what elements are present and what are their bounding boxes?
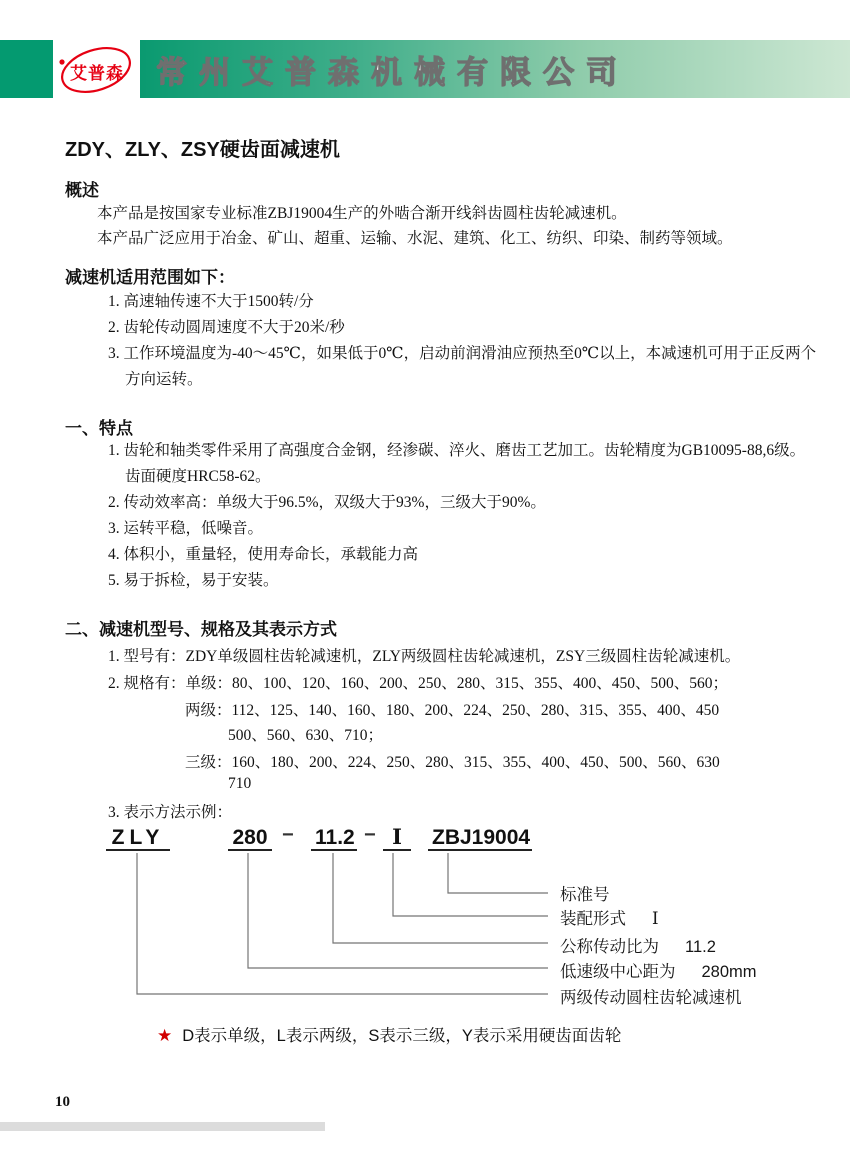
features-list [108, 438, 818, 594]
label-text: 两级传动圆柱齿轮减速机 [560, 989, 742, 1007]
spec-row-three-stage-cont: 710 [228, 775, 252, 792]
scope-item-continuation: 方向运转。 [125, 371, 203, 388]
models-heading: 二、减速机型号、规格及其表示方式 [65, 620, 337, 639]
scope-list [108, 289, 818, 393]
label-reducer-type [560, 984, 768, 1008]
spec-row-three-stage: 三级：160、180、200、224、250、280、315、355、400、450、500、560、630 [185, 754, 720, 771]
overview-heading: 概述 [65, 181, 99, 200]
feature-item: 1. 齿轮和轴类零件采用了高强度合金钢，经渗碳、淬火、磨齿工艺加工。齿轮精度为GB10095-88,6级。 [108, 442, 806, 459]
code-ratio: 11.2 [311, 826, 357, 851]
footnote [157, 1022, 621, 1046]
label-text: 低速级中心距为 [560, 963, 676, 981]
code-standard: ZBJ19004 [428, 826, 532, 851]
label-text: 装配形式 [560, 910, 626, 928]
spec-row-two-stage: 两级：112、125、140、160、180、200、224、250、280、315、355、400、450 [185, 702, 720, 719]
scope-heading: 减速机适用范围如下： [65, 268, 235, 287]
company-logo [53, 40, 140, 98]
label-nominal-ratio [560, 933, 716, 957]
logo-text: 艾普森 [70, 64, 124, 83]
code-model: ZLY [106, 826, 170, 851]
label-assembly-form [560, 905, 659, 929]
scope-item: 3. 工作环境温度为-40～45℃，如果低于0℃，启动前润滑油应预热至0℃以上，本减速机可用于正反两个 [108, 345, 817, 362]
feature-item: 4. 体积小，重量轻，使用寿命长，承载能力高 [108, 546, 419, 563]
label-value: 280mm [701, 963, 757, 981]
models-item-1: 1. 型号有：ZDY单级圆柱齿轮减速机，ZLY两级圆柱齿轮减速机，ZSY三级圆柱齿轮减速机。 [108, 648, 741, 665]
code-dash: − [282, 824, 294, 846]
overview-paragraph-2: 本产品广泛应用于冶金、矿山、超重、运输、水泥、建筑、化工、纺织、印染、制药等领域。 [97, 230, 733, 247]
company-name: 常州艾普森机械有限公司 [156, 54, 629, 90]
features-heading: 一、特点 [65, 419, 133, 438]
feature-item: 5. 易于拆检，易于安装。 [108, 572, 279, 589]
header-banner [0, 40, 850, 98]
scope-item: 2. 齿轮传动圆周速度不大于20米/秒 [108, 319, 345, 336]
code-dash: − [364, 824, 376, 846]
label-text: 公称传动比为 [560, 938, 659, 956]
page-number: 10 [55, 1094, 70, 1110]
models-item-3: 3. 表示方法示例： [108, 804, 233, 821]
feature-item: 3. 运转平稳，低噪音。 [108, 520, 264, 537]
scope-item: 1. 高速轴传速不大于1500转/分 [108, 293, 314, 310]
spec-row-two-stage-cont: 500、560、630、710； [228, 727, 384, 744]
label-center-distance [560, 958, 757, 982]
overview-paragraph-1: 本产品是按国家专业标准ZBJ19004生产的外啮合渐开线斜齿圆柱齿轮减速机。 [97, 205, 627, 222]
banner-gradient [140, 40, 850, 98]
label-value: 11.2 [685, 938, 716, 956]
star-icon: ★ [157, 1026, 173, 1045]
label-standard-number [560, 881, 636, 905]
page-title: ZDY、ZLY、ZSY硬齿面减速机 [65, 139, 340, 161]
banner-left-block [0, 40, 53, 98]
code-center-distance: 280 [228, 826, 272, 851]
models-item-2: 2. 规格有：单级：80、100、120、160、200、250、280、315、355、400、450、500、560； [108, 675, 729, 692]
feature-item: 2. 传动效率高：单级大于96.5%，双级大于93%，三级大于90%。 [108, 494, 546, 511]
footnote-text: D表示单级，L表示两级，S表示三级，Y表示采用硬齿面齿轮 [182, 1027, 622, 1045]
code-assembly: Ⅰ [383, 826, 411, 851]
feature-item-continuation: 齿面硬度HRC58-62。 [125, 468, 271, 485]
footer-bar [0, 1122, 325, 1131]
label-value: Ⅰ [652, 909, 659, 928]
label-text: 标准号 [560, 886, 610, 904]
